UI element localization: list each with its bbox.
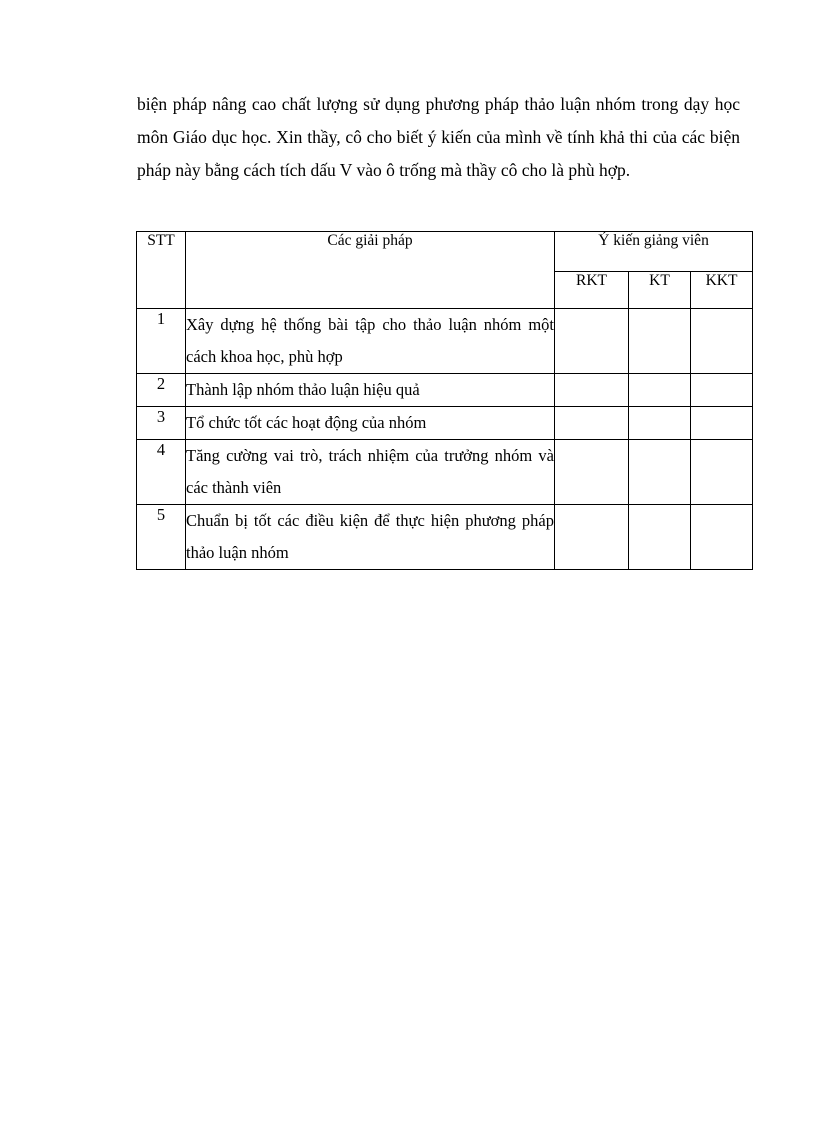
survey-table [136,231,753,570]
option-header-kt: KT [629,272,691,309]
row-number: 3 [137,407,186,440]
row-number: 4 [137,440,186,505]
checkbox-cell-kt[interactable] [629,407,691,440]
row-number: 1 [137,309,186,374]
solution-text: Thành lập nhóm thảo luận hiệu quả [186,374,555,407]
solution-text: Tổ chức tốt các hoạt động của nhóm [186,407,555,440]
table-row [137,407,753,440]
solutions-header: Các giải pháp [186,232,555,309]
checkbox-cell-rkt[interactable] [555,407,629,440]
row-number: 5 [137,505,186,570]
checkbox-cell-kt[interactable] [629,309,691,374]
checkbox-cell-kt[interactable] [629,374,691,407]
checkbox-cell-rkt[interactable] [555,505,629,570]
table-row [137,374,753,407]
option-header-rkt: RKT [555,272,629,309]
stt-header: STT [137,232,186,309]
checkbox-cell-rkt[interactable] [555,309,629,374]
checkbox-cell-kt[interactable] [629,440,691,505]
checkbox-cell-kkt[interactable] [691,309,753,374]
solution-text: Tăng cường vai trò, trách nhiệm của trưởng nhóm và các thành viên [186,440,555,505]
checkbox-cell-kkt[interactable] [691,440,753,505]
intro-line: dạy học môn Giáo dục học. Xin thầy, cô cho biết ý kiến của mình về tính khả [137,94,741,147]
checkbox-cell-kkt[interactable] [691,407,753,440]
table-row [137,505,753,570]
checkbox-cell-kkt[interactable] [691,374,753,407]
solution-text: Xây dựng hệ thống bài tập cho thảo luận nhóm một cách khoa học, phù hợp [186,309,555,374]
checkbox-cell-rkt[interactable] [555,374,629,407]
intro-line: phù hợp. [568,160,631,180]
row-number: 2 [137,374,186,407]
intro-line: thi của các biện pháp này bằng cách tích dấu V vào ô trống mà thầy cô cho là [137,127,740,180]
table-row [137,440,753,505]
option-header-kkt: KKT [691,272,753,309]
intro-line: biện pháp nâng cao chất lượng sử dụng phương pháp thảo luận nhóm trong [137,94,679,114]
header-row [137,232,753,272]
checkbox-cell-kkt[interactable] [691,505,753,570]
intro-paragraph [137,88,740,187]
opinion-header: Ý kiến giảng viên [555,232,753,272]
checkbox-cell-rkt[interactable] [555,440,629,505]
solution-text: Chuẩn bị tốt các điều kiện để thực hiện phương pháp thảo luận nhóm [186,505,555,570]
checkbox-cell-kt[interactable] [629,505,691,570]
table-row [137,309,753,374]
